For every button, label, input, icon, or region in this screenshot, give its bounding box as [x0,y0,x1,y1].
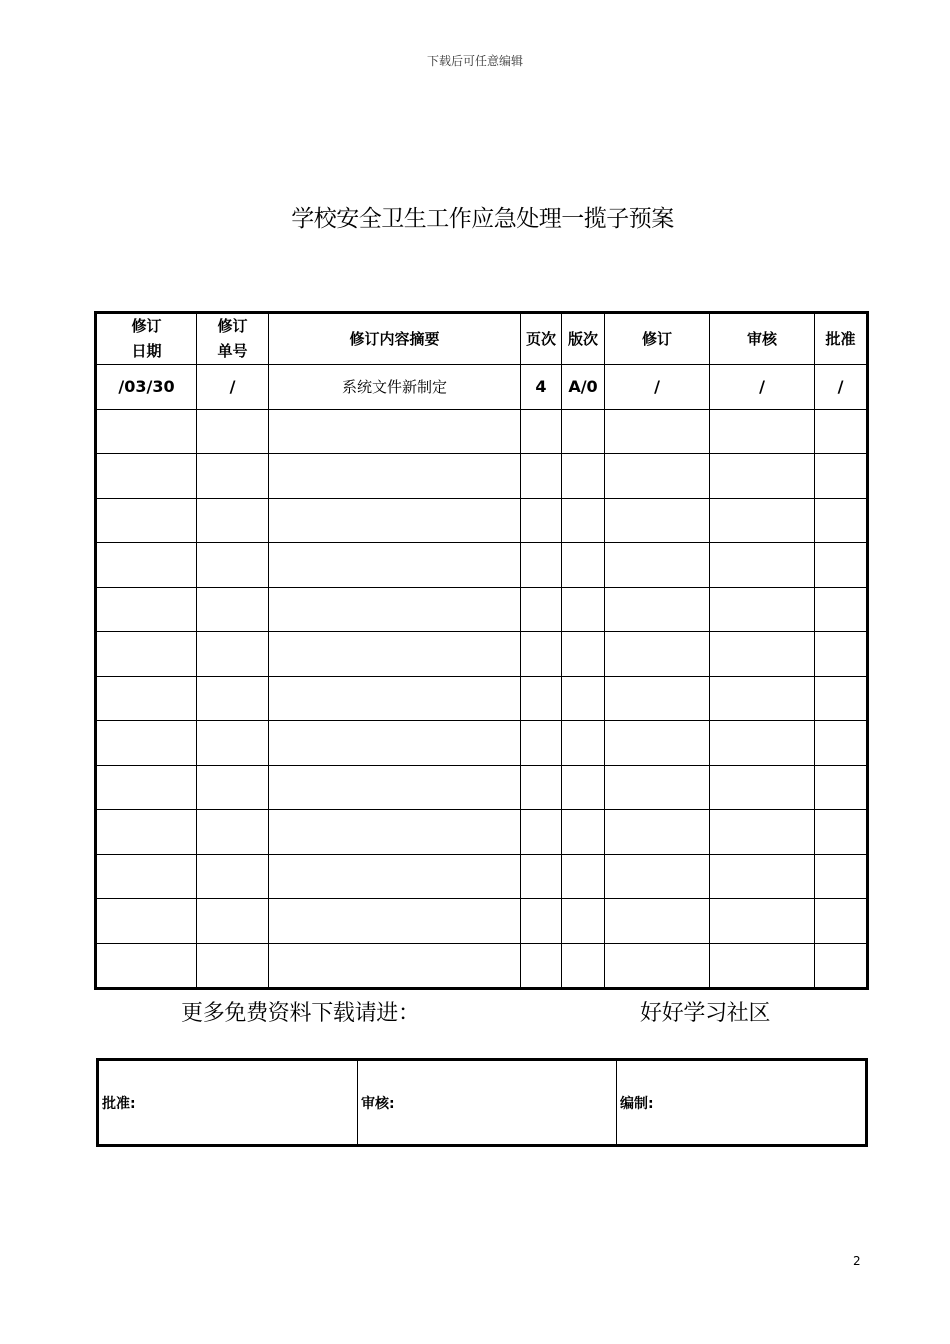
cell-version: A/0 [562,365,605,410]
page-number: 2 [853,1254,861,1268]
cell-summary: 系统文件新制定 [269,365,521,410]
document-title: 学校安全卫生工作应急处理一揽子预案 [291,206,674,232]
promo-site-name: 好好学习社区 [640,1001,771,1026]
empty-row [96,409,868,454]
table-header-row [96,313,868,365]
header-note: 下载后可任意编辑 [426,54,523,68]
empty-row [96,454,868,499]
header-reviewed-by: 审核 [710,313,815,365]
empty-row [96,587,868,632]
header-revision-date: 修订 日期 [96,313,197,365]
header-approved-by: 批准 [815,313,868,365]
empty-row [96,943,868,989]
cell-revised-by: / [605,365,710,410]
approve-label: 批准: [98,1060,358,1146]
header-revision-number: 修订 单号 [197,313,269,365]
empty-row [96,721,868,766]
table-row [96,365,868,410]
header-revision-summary: 修订内容摘要 [269,313,521,365]
empty-row [96,676,868,721]
empty-row [96,498,868,543]
cell-number: / [197,365,269,410]
cell-reviewed-by: / [710,365,815,410]
empty-row [96,765,868,810]
cell-page: 4 [521,365,562,410]
header-version: 版次 [562,313,605,365]
promo-text: 更多免费资料下载请进： [181,1001,420,1026]
header-page: 页次 [521,313,562,365]
empty-row [96,854,868,899]
empty-row [96,810,868,855]
review-label: 审核: [358,1060,617,1146]
cell-date: /03/30 [96,365,197,410]
empty-row [96,899,868,944]
signoff-table [96,1058,868,1147]
empty-row [96,632,868,677]
prepare-label: 编制: [617,1060,867,1146]
revision-table [94,311,869,990]
cell-approved-by: / [815,365,868,410]
header-revised-by: 修订 [605,313,710,365]
empty-row [96,543,868,588]
